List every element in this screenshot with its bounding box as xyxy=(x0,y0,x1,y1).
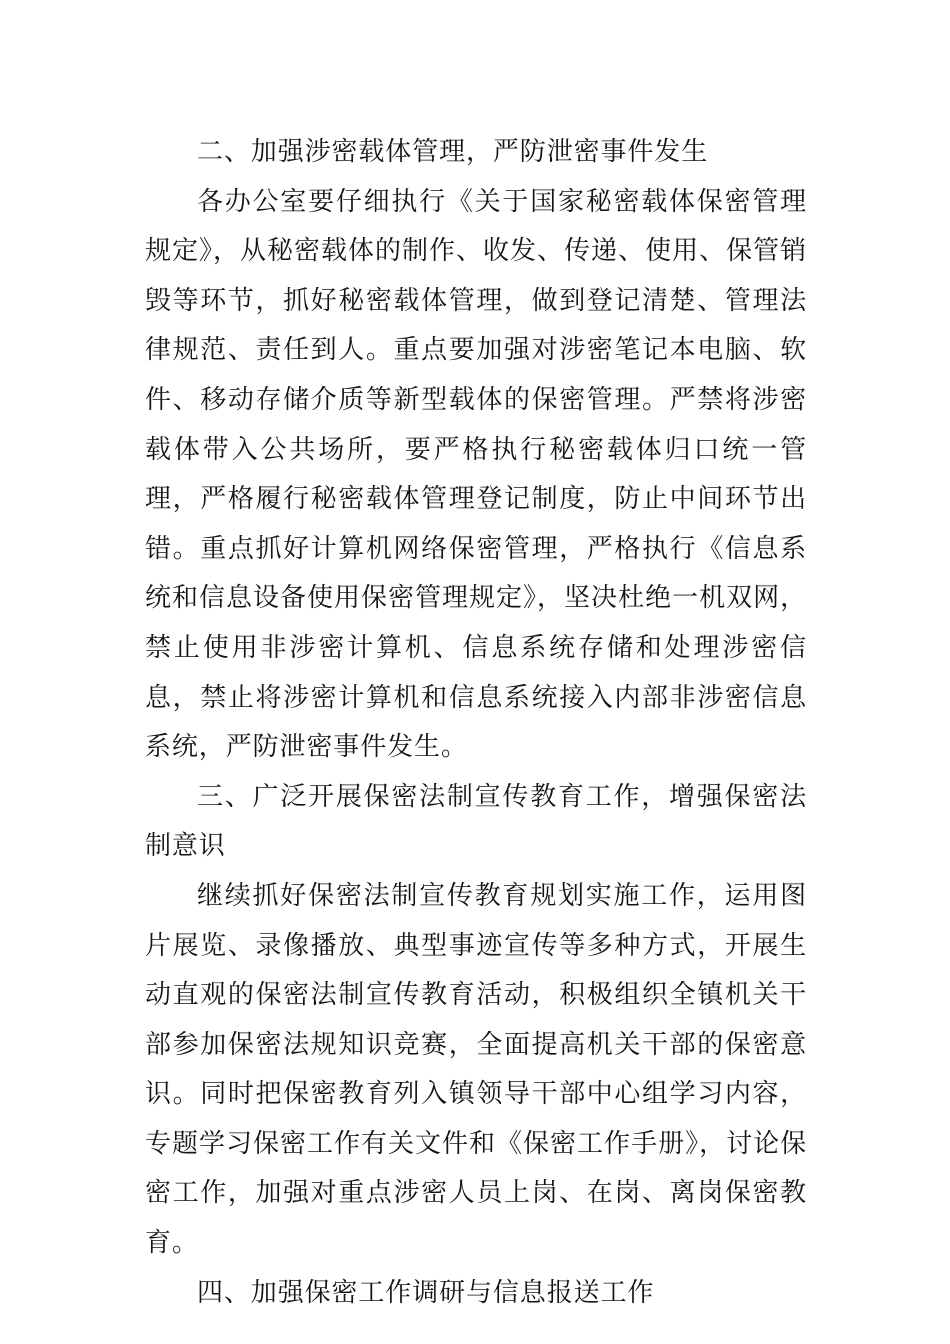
body-paragraph-legal-education: 继续抓好保密法制宣传教育规划实施工作，运用图片展览、录像播放、典型事迹宣传等多种方式，开展生动直观的保密法制宣传教育活动，积极组织全镇机关干部参加保密法规知识竞赛，全面提高机关干部的保密意识。同时把保密教育列入镇领导干部中心组学习内容，专题学习保密工作有关文件和《保密工作手册》，讨论保密工作，加强对重点涉密人员上岗、在岗、离岗保密教育。 xyxy=(145,880,807,1259)
section-heading-2: 二、加强涉密载体管理，严防泄密事件发生 xyxy=(197,137,709,167)
body-paragraph-carrier-management: 各办公室要仔细执行《关于国家秘密载体保密管理规定》，从秘密载体的制作、收发、传递、使用、保管销毁等环节，抓好秘密载体管理，做到登记清楚、管理法律规范、责任到人。重点要加强对涉密笔记本电脑、软件、移动存储介质等新型载体的保密管理。严禁将涉密载体带入公共场所，要严格执行秘密载体归口统一管理，严格履行秘密载体管理登记制度，防止中间环节出错。重点抓好计算机网络保密管理，严格执行《信息系统和信息设备使用保密管理规定》，坚决杜绝一机双网，禁止使用非涉密计算机、信息系统存储和处理涉密信息，禁止将涉密计算机和信息系统接入内部非涉密信息系统，严防泄密事件发生。 xyxy=(145,186,807,763)
document-page xyxy=(145,128,807,1318)
section-heading-3: 三、广泛开展保密法制宣传教育工作，增强保密法制意识 xyxy=(145,781,807,862)
section-heading-4: 四、加强保密工作调研与信息报送工作 xyxy=(197,1277,655,1308)
